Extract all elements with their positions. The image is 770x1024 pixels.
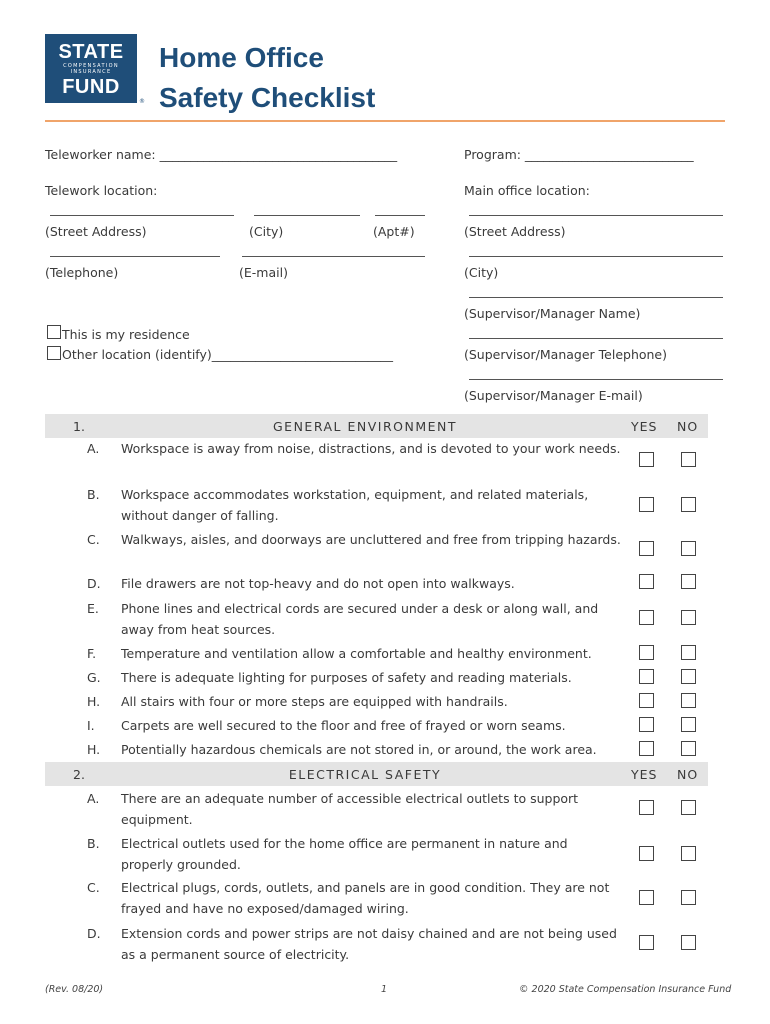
main-office-location-label: Main office location: (464, 183, 590, 198)
no-checkbox[interactable] (681, 452, 696, 467)
title-line-1: Home Office (159, 42, 324, 73)
no-checkbox[interactable] (681, 497, 696, 512)
no-checkbox[interactable] (681, 935, 696, 950)
checklist-item (45, 742, 725, 764)
no-checkbox[interactable] (681, 541, 696, 556)
yes-checkbox[interactable] (639, 741, 654, 756)
yes-checkbox[interactable] (639, 574, 654, 589)
section-number: 1. (73, 419, 85, 434)
item-text: There are an adequate number of accessible electrical outlets to support equipment. (121, 791, 579, 827)
no-column-label: NO (677, 767, 699, 782)
yes-checkbox[interactable] (639, 669, 654, 684)
yes-column-label: YES (631, 419, 658, 434)
no-checkbox[interactable] (681, 741, 696, 756)
checklist-item (45, 926, 725, 970)
no-checkbox[interactable] (681, 800, 696, 815)
yes-column-label: YES (631, 767, 658, 782)
section-number: 2. (73, 767, 85, 782)
item-text: File drawers are not top-heavy and do not open into walkways. (121, 576, 515, 591)
yes-checkbox[interactable] (639, 693, 654, 708)
item-text: Phone lines and electrical cords are secured under a desk or along wall, and away from heat sources. (121, 601, 599, 637)
section-title: GENERAL ENVIRONMENT (272, 419, 458, 434)
supervisor-telephone-line[interactable] (469, 338, 723, 339)
item-letter: H. (87, 742, 101, 757)
item-letter: H. (87, 694, 101, 709)
yes-checkbox[interactable] (639, 452, 654, 467)
header-divider (45, 120, 725, 122)
street-address-line[interactable] (50, 215, 234, 216)
supervisor-email-label: (Supervisor/Manager E-mail) (464, 388, 643, 403)
yes-checkbox[interactable] (639, 800, 654, 815)
other-location-checkbox[interactable] (47, 346, 61, 360)
item-text: Workspace is away from noise, distractions, and is devoted to your work needs. (121, 441, 621, 456)
main-street-address-label: (Street Address) (464, 224, 566, 239)
residence-checkbox[interactable] (47, 325, 61, 339)
telephone-line[interactable] (50, 256, 220, 257)
section-header-general-environment (45, 414, 708, 438)
main-street-address-line[interactable] (469, 215, 723, 216)
no-checkbox[interactable] (681, 610, 696, 625)
item-letter: F. (87, 646, 97, 661)
no-checkbox[interactable] (681, 574, 696, 589)
no-checkbox[interactable] (681, 890, 696, 905)
supervisor-name-line[interactable] (469, 297, 723, 298)
city-line[interactable] (254, 215, 360, 216)
item-letter: I. (87, 718, 95, 733)
checklist-item (45, 601, 725, 645)
program-field[interactable]: Program: ___________________________ (464, 147, 694, 162)
section-title: ELECTRICAL SAFETY (288, 767, 442, 782)
item-letter: D. (87, 926, 101, 941)
no-checkbox[interactable] (681, 846, 696, 861)
other-location-field[interactable]: Other location (identify)_____________________________ (62, 347, 394, 362)
supervisor-telephone-label: (Supervisor/Manager Telephone) (464, 347, 668, 362)
logo-line-compensation: COMPENSATION INSURANCE (63, 63, 119, 75)
telework-location-label: Telework location: (45, 183, 158, 198)
no-checkbox[interactable] (681, 693, 696, 708)
page-title (159, 38, 375, 118)
yes-checkbox[interactable] (639, 890, 654, 905)
item-text: Electrical plugs, cords, outlets, and panels are in good condition. They are not frayed and have no exposed/damaged wiring. (121, 880, 610, 916)
yes-checkbox[interactable] (639, 541, 654, 556)
supervisor-name-label: (Supervisor/Manager Name) (464, 306, 641, 321)
no-checkbox[interactable] (681, 645, 696, 660)
item-letter: D. (87, 576, 101, 591)
yes-checkbox[interactable] (639, 935, 654, 950)
teleworker-name-field[interactable]: Teleworker name: ______________________________________ (45, 147, 398, 162)
title-line-2: Safety Checklist (159, 82, 376, 113)
checklist-item (45, 718, 725, 740)
item-text: Walkways, aisles, and doorways are uncluttered and free from tripping hazards. (121, 532, 621, 547)
checklist-item (45, 646, 725, 668)
checklist-item (45, 532, 725, 576)
item-letter: E. (87, 601, 99, 616)
city-label: (City) (249, 224, 284, 239)
apt-line[interactable] (375, 215, 425, 216)
no-checkbox[interactable] (681, 669, 696, 684)
section-header-electrical-safety (45, 762, 708, 786)
main-city-line[interactable] (469, 256, 723, 257)
item-letter: C. (87, 880, 100, 895)
item-text: Electrical outlets used for the home office are permanent in nature and properly grounded. (121, 836, 568, 872)
item-text: Workspace accommodates workstation, equipment, and related materials, without danger of falling. (121, 487, 589, 523)
item-text: All stairs with four or more steps are equipped with handrails. (121, 694, 508, 709)
checklist-item (45, 441, 725, 485)
checklist-item (45, 487, 725, 531)
state-fund-logo (45, 34, 145, 105)
item-text: Carpets are well secured to the floor and free of frayed or worn seams. (121, 718, 566, 733)
revision-note: (Rev. 08/20) (45, 984, 104, 995)
street-address-label: (Street Address) (45, 224, 147, 239)
checklist-item (45, 694, 725, 716)
email-line[interactable] (242, 256, 425, 257)
item-letter: A. (87, 791, 100, 806)
item-letter: C. (87, 532, 100, 547)
residence-label: This is my residence (62, 327, 190, 342)
no-checkbox[interactable] (681, 717, 696, 732)
page-number: 1 (381, 984, 388, 995)
item-text: There is adequate lighting for purposes of safety and reading materials. (121, 670, 572, 685)
main-city-label: (City) (464, 265, 499, 280)
yes-checkbox[interactable] (639, 717, 654, 732)
no-column-label: NO (677, 419, 699, 434)
yes-checkbox[interactable] (639, 846, 654, 861)
item-letter: B. (87, 487, 100, 502)
registered-mark: ® (139, 98, 145, 105)
supervisor-email-line[interactable] (469, 379, 723, 380)
checklist-item (45, 670, 725, 692)
email-label: (E-mail) (239, 265, 288, 280)
item-letter: A. (87, 441, 100, 456)
apt-label: (Apt#) (373, 224, 415, 239)
item-letter: G. (87, 670, 101, 685)
logo-line-fund: FUND (62, 76, 120, 98)
yes-checkbox[interactable] (639, 497, 654, 512)
logo-line-state: STATE (58, 41, 124, 63)
checklist-item (45, 576, 725, 598)
item-letter: B. (87, 836, 100, 851)
item-text: Temperature and ventilation allow a comfortable and healthy environment. (121, 646, 592, 661)
checklist-item (45, 836, 725, 880)
item-text: Extension cords and power strips are not daisy chained and are not being used as a permanent source of electricity. (121, 926, 617, 962)
yes-checkbox[interactable] (639, 645, 654, 660)
telephone-label: (Telephone) (45, 265, 119, 280)
checklist-item (45, 791, 725, 835)
item-text: Potentially hazardous chemicals are not stored in, or around, the work area. (121, 742, 597, 757)
copyright-notice: © 2020 State Compensation Insurance Fund (519, 984, 732, 995)
checklist-item (45, 880, 725, 924)
yes-checkbox[interactable] (639, 610, 654, 625)
